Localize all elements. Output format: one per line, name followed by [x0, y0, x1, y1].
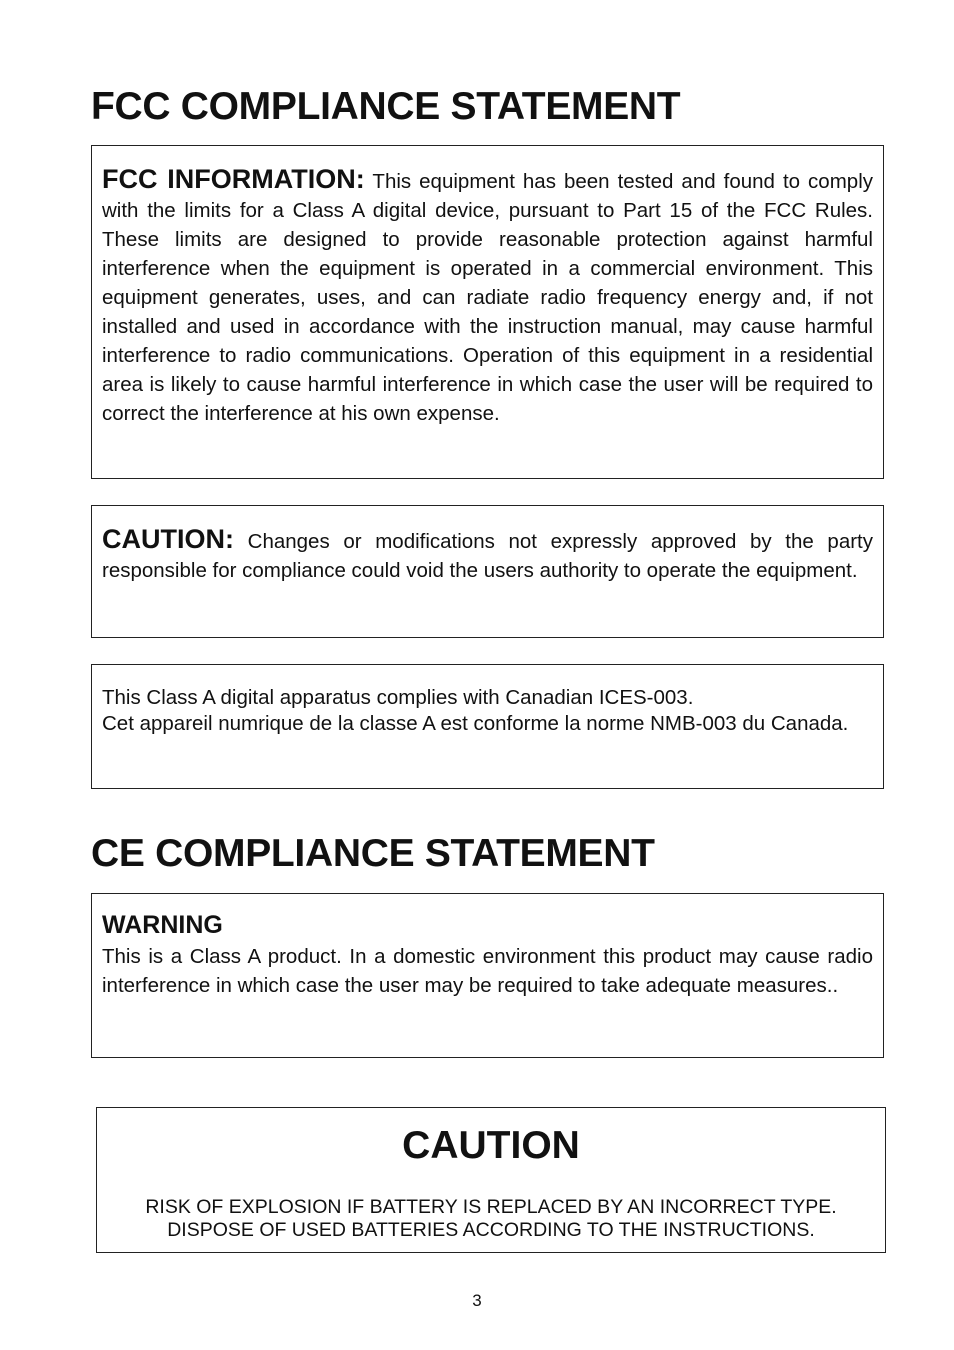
battery-caution-box: [96, 1107, 886, 1253]
fcc-caution-paragraph: [102, 525, 873, 585]
fcc-heading: FCC COMPLIANCE STATEMENT: [91, 85, 681, 128]
fcc-information-label: FCC INFORMATION:: [102, 164, 365, 194]
fcc-information-box: [91, 145, 884, 479]
fcc-caution-box: [91, 505, 884, 638]
page-number: 3: [472, 1291, 482, 1310]
ce-heading: CE COMPLIANCE STATEMENT: [91, 832, 655, 875]
canada-english-line: This Class A digital apparatus complies with Canadian ICES-003.: [102, 686, 694, 709]
battery-caution-title: CAUTION: [402, 1124, 580, 1167]
ce-warning-title: WARNING: [102, 911, 223, 939]
fcc-information-text: This equipment has been tested and found to comply with the limits for a Class A digital device, pursuant to Part 15 of the FCC Rules. These limits are designed to provide reasonable protection against harmful interference when the equipment is operated in a commercial environment. This equipment generates, uses, and can radiate radio frequency energy and, if not installed and used in accordance with the instruction manual, may cause harmful interference to radio communications. Operation of this equipment in a residential area is likely to cause harmful interference in which case the user will be required to correct the interference at his own expense.: [102, 170, 873, 425]
ce-warning-text: This is a Class A product. In a domestic environment this product may cause radio interference in which case the user may be required to take adequate measures..: [102, 945, 873, 997]
fcc-information-paragraph: [102, 165, 873, 428]
fcc-caution-text: Changes or modifications not expressly approved by the party responsible for compliance could void the users authority to operate the equipment.: [102, 530, 874, 582]
battery-caution-line-1: RISK OF EXPLOSION IF BATTERY IS REPLACED BY AN INCORRECT TYPE.: [145, 1196, 837, 1218]
canada-compliance-box: [91, 664, 884, 789]
battery-caution-line-2: DISPOSE OF USED BATTERIES ACCORDING TO THE INSTRUCTIONS.: [167, 1219, 815, 1241]
fcc-caution-label: CAUTION:: [102, 524, 234, 554]
canada-french-line: Cet appareil numrique de la classe A est conforme la norme NMB-003 du Canada.: [102, 712, 849, 735]
ce-warning-box: [91, 893, 884, 1058]
